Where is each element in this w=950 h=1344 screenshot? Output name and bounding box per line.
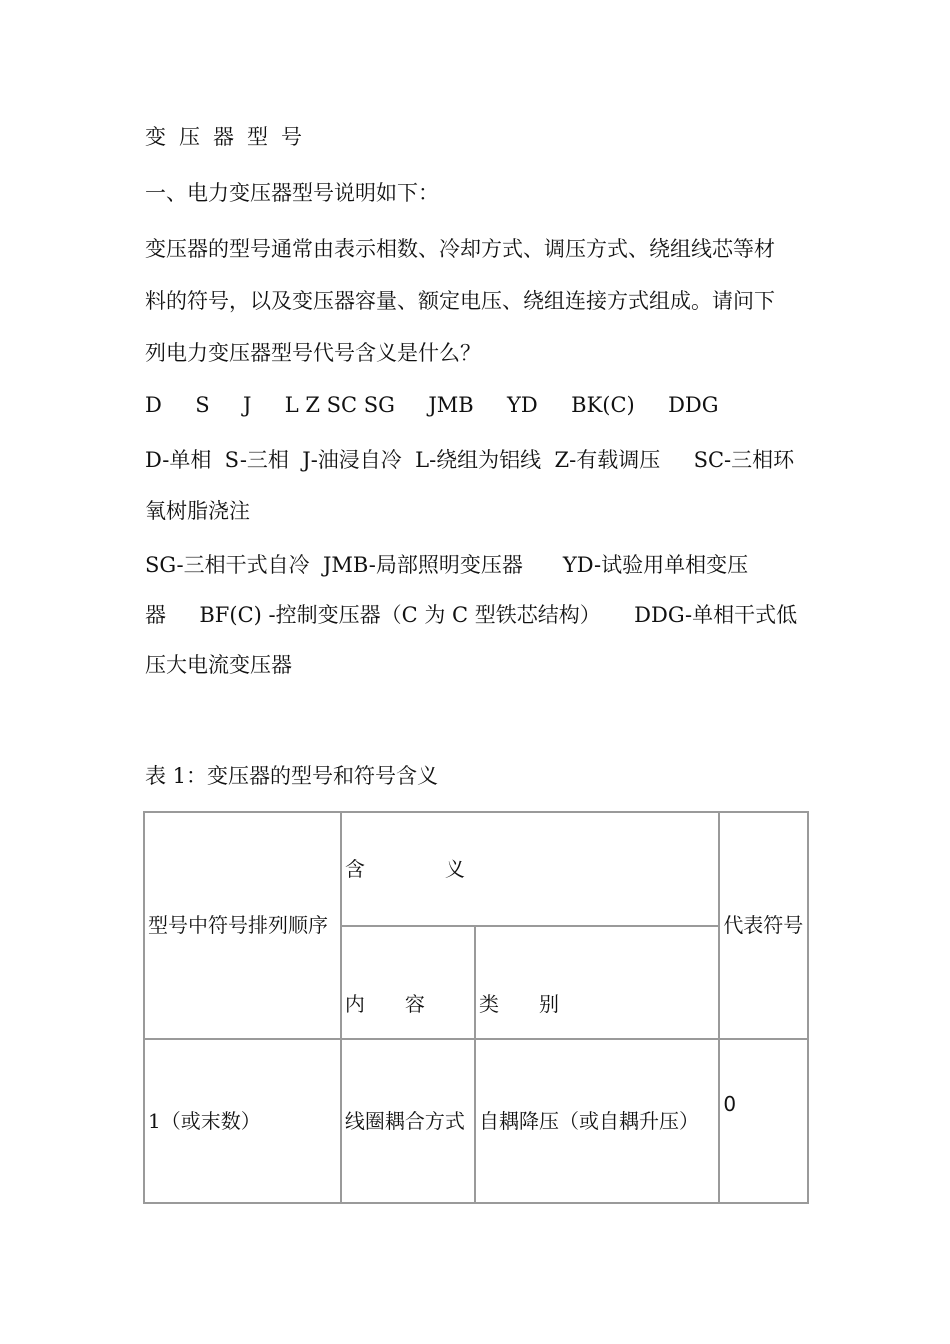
header-content-label: 内 容 [344, 991, 425, 1016]
header-category-label: 类 别 [478, 991, 559, 1016]
row-order-value: 1（或末数） [148, 1108, 261, 1133]
header-symbol-label: 代表符号 [723, 913, 804, 938]
header-meaning-label: 含 义 [344, 856, 465, 881]
row-content-cell [341, 1039, 475, 1203]
definition-line: D-单相 S-三相 J-油浸自冷 L-绕组为铝线 Z-有载调压 SC-三相环 [145, 448, 795, 472]
intro-line: 料的符号，以及变压器容量、额定电压、绕组连接方式组成。请问下 [145, 289, 775, 313]
header-order-label: 型号中符号排列顺序 [148, 913, 328, 938]
transformer-symbol-table [143, 811, 809, 1204]
row-content-value: 线圈耦合方式 [344, 1108, 465, 1133]
row-symbol-cell [719, 1039, 808, 1203]
header-symbol-cell [719, 812, 808, 1039]
definition-line: 氧树脂浇注 [145, 499, 250, 523]
row-category-value: 自耦降压（或自耦升压） [478, 1108, 699, 1133]
row-symbol-value: 0 [723, 1091, 737, 1116]
definition-line: SG-三相干式自冷 JMB-局部照明变压器 YD-试验用单相变压 [145, 553, 749, 577]
section-heading: 一、电力变压器型号说明如下： [145, 181, 439, 205]
header-content-cell [341, 926, 475, 1039]
intro-line: 列电力变压器型号代号含义是什么？ [145, 341, 481, 365]
definition-line: 压大电流变压器 [145, 653, 292, 677]
document-title: 变压器型号 [145, 125, 315, 149]
table-row [144, 1039, 808, 1203]
intro-line: 变压器的型号通常由表示相数、冷却方式、调压方式、绕组线芯等材 [145, 237, 775, 261]
header-category-cell [475, 926, 719, 1039]
definition-line: 器 BF(C) -控制变压器（C 为 C 型铁芯结构） DDG-单相干式低 [145, 603, 798, 627]
row-category-cell [475, 1039, 719, 1203]
table-caption: 表 1：变压器的型号和符号含义 [145, 764, 439, 788]
header-order-cell [144, 812, 341, 1039]
model-codes-line: D S J L Z SC SG JMB YD BK(C) DDG [145, 393, 719, 417]
table-header-row [144, 812, 808, 926]
row-order-cell [144, 1039, 341, 1203]
header-meaning-cell [341, 812, 719, 926]
